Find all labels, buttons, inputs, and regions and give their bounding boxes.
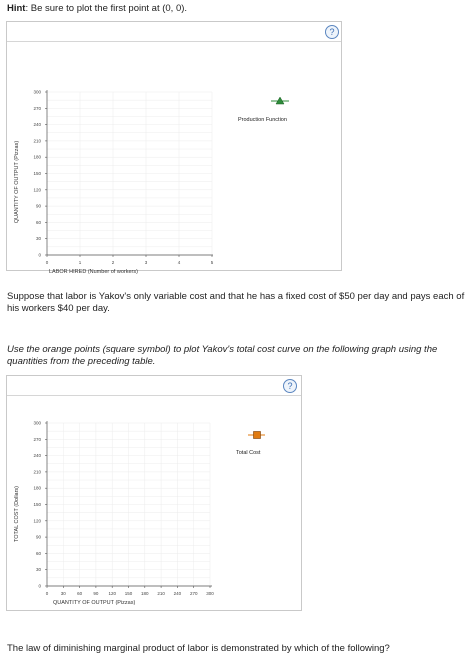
- x-tick-label: 30: [60, 591, 66, 596]
- x-tick-label: 0: [45, 260, 49, 265]
- x-tick-label: 300: [206, 591, 214, 596]
- y-tick-label: 270: [33, 105, 41, 111]
- x-tick-label: 5: [210, 260, 214, 265]
- help-icon[interactable]: ?: [283, 379, 297, 393]
- production-function-graph[interactable]: [7, 42, 341, 275]
- y-tick-label: 180: [33, 485, 41, 491]
- y-tick-label: 120: [33, 187, 41, 193]
- grid: [47, 423, 210, 586]
- y-axis-label: QUANTITY OF OUTPUT (Pizzas): [14, 140, 20, 224]
- y-tick-label: 30: [35, 236, 41, 242]
- y-tick-label: 240: [33, 122, 41, 128]
- y-tick-label: 120: [33, 518, 41, 524]
- hint-body: : Be sure to plot the first point at (0, 0).: [25, 3, 188, 14]
- x-tick-label: 210: [157, 591, 165, 596]
- y-axis-label: TOTAL COST (Dollars): [14, 485, 20, 543]
- x-tick-labels: [46, 260, 214, 265]
- hint-label: Hint: [7, 3, 26, 14]
- x-tick-label: 60: [77, 591, 83, 596]
- x-tick-label: 4: [177, 260, 181, 265]
- y-tick-labels: [33, 90, 41, 258]
- y-tick-label: 180: [33, 154, 41, 160]
- x-tick-label: 180: [141, 591, 149, 596]
- total-cost-graph[interactable]: [7, 396, 301, 610]
- y-tick-label: 90: [35, 203, 41, 209]
- y-tick-label: 90: [35, 534, 41, 540]
- y-tick-label: 150: [33, 502, 41, 507]
- x-axis-label: QUANTITY OF OUTPUT (Pizzas): [53, 600, 136, 606]
- legend-label: Production Function: [238, 117, 287, 123]
- y-tick-label: 60: [35, 550, 41, 556]
- y-tick-label: 150: [33, 171, 41, 176]
- y-tick-labels: [33, 421, 41, 589]
- x-tick-label: 150: [124, 591, 133, 596]
- y-tick-label: 0: [38, 583, 41, 589]
- x-tick-label: 1: [78, 260, 82, 265]
- y-tick-label: 210: [33, 138, 41, 144]
- x-tick-label: 240: [173, 591, 182, 596]
- x-axis-label: LABOR HIRED (Number of workers): [49, 269, 138, 275]
- grid: [47, 92, 212, 255]
- y-tick-label: 240: [33, 453, 41, 459]
- y-tick-label: 300: [33, 420, 41, 426]
- total-cost-panel: [6, 375, 302, 611]
- y-tick-label: 60: [35, 219, 41, 225]
- total-cost-legend[interactable]: [236, 432, 265, 457]
- x-tick-label: 120: [108, 591, 116, 596]
- x-tick-label: 0: [45, 591, 49, 596]
- x-tick-label: 90: [93, 591, 99, 596]
- y-tick-label: 210: [33, 469, 41, 475]
- legend-label: Total Cost: [236, 450, 261, 456]
- square-marker-icon[interactable]: [254, 432, 261, 439]
- y-tick-label: 0: [38, 252, 41, 258]
- cost-paragraph: Suppose that labor is Yakov's only variable cost and that he has a fixed cost of $50 per day and pays each of his workers $40 per day.: [7, 291, 465, 314]
- production-function-panel: [6, 21, 342, 275]
- production-function-legend[interactable]: [238, 97, 289, 123]
- hint-text: [7, 3, 187, 15]
- x-tick-label: 270: [189, 591, 198, 596]
- panel-toolbar: [7, 22, 341, 42]
- y-tick-label: 300: [33, 89, 41, 95]
- help-icon[interactable]: ?: [325, 25, 339, 39]
- y-tick-label: 270: [33, 436, 41, 442]
- x-tick-label: 3: [144, 260, 148, 265]
- instruction-text: Use the orange points (square symbol) to plot Yakov's total cost curve on the following graph using the quantities from the preceding table.: [7, 344, 438, 367]
- x-tick-labels: [46, 591, 215, 596]
- panel-toolbar: [7, 376, 301, 396]
- question-text: The law of diminishing marginal product of labor is demonstrated by which of the following?: [7, 643, 390, 654]
- x-tick-label: 2: [111, 260, 115, 265]
- y-tick-label: 30: [35, 567, 41, 573]
